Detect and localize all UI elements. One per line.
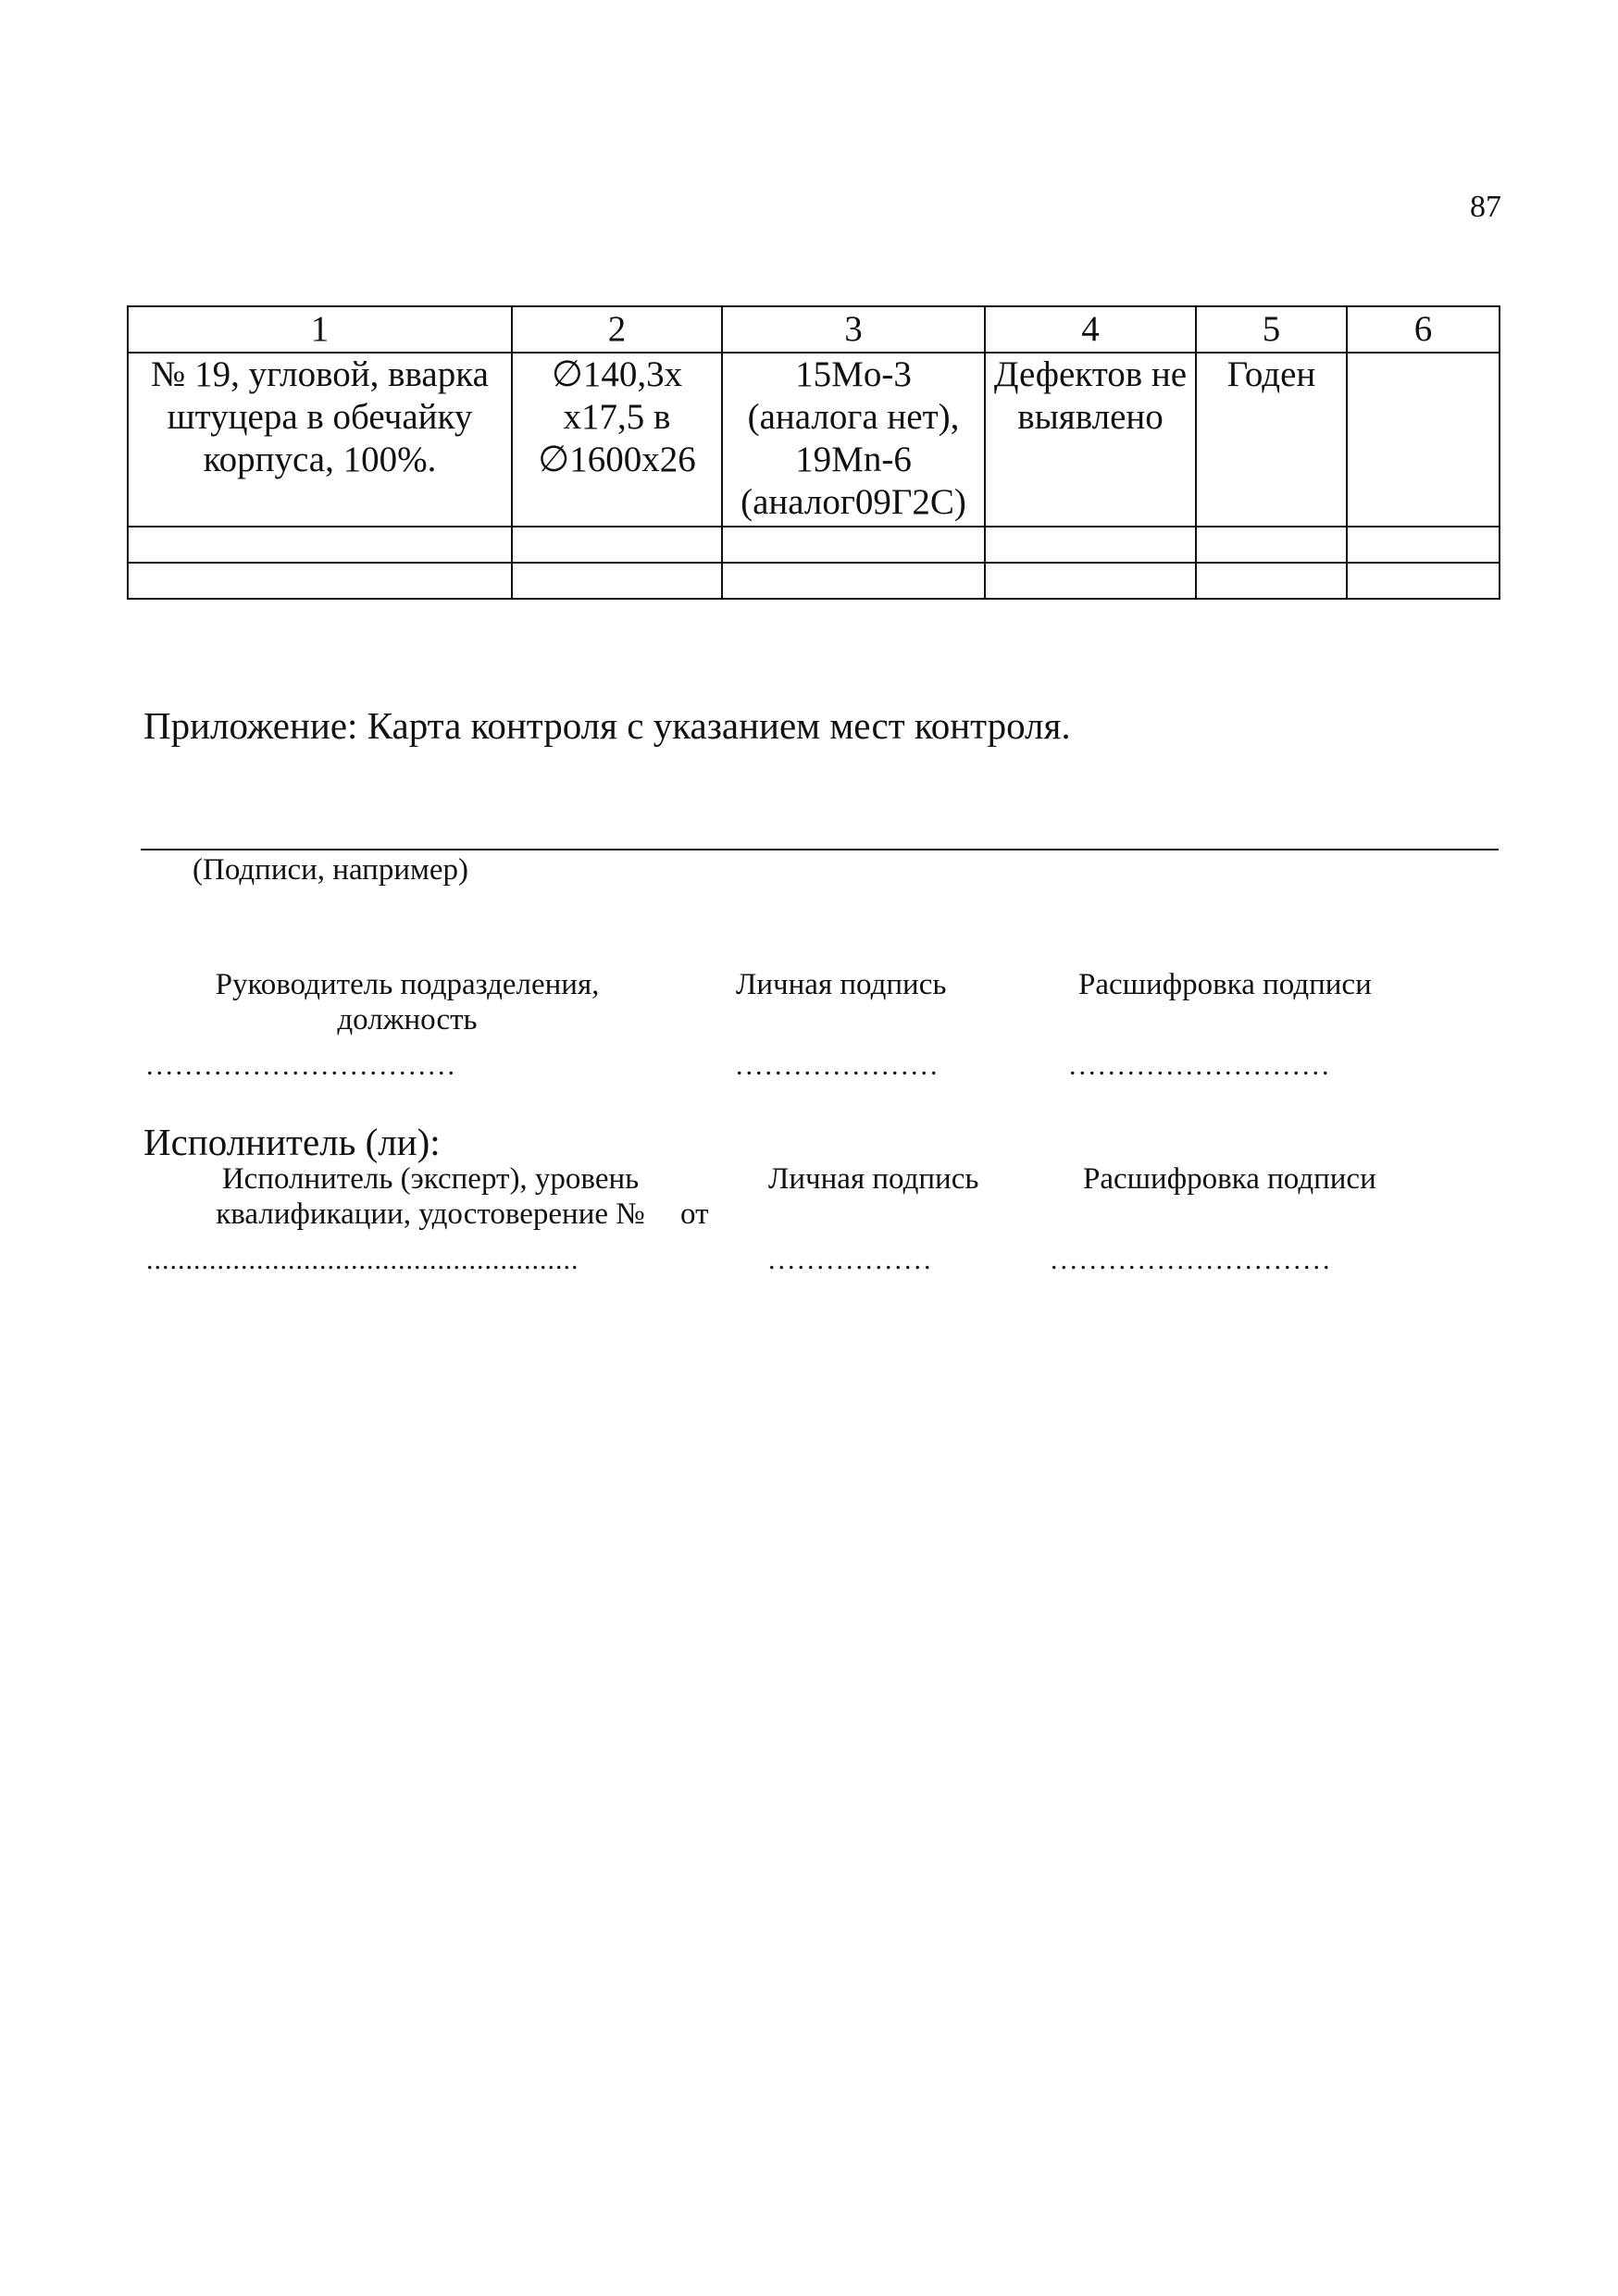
column-header: 1 xyxy=(128,306,512,353)
size-cell: ∅140,3х х17,5 в ∅1600х26 xyxy=(512,353,722,527)
empty-cell xyxy=(1196,563,1347,599)
empty-cell xyxy=(128,527,512,563)
verdict-cell: Годен xyxy=(1196,353,1347,527)
executor-decoding-field: ............................. xyxy=(1051,1245,1333,1275)
signature-rule xyxy=(141,849,1499,850)
manager-decoding-label: Расшифровка подписи xyxy=(1078,968,1372,1001)
manager-position-field: ................................ xyxy=(146,1050,457,1081)
executors-heading: Исполнитель (ли): xyxy=(143,1121,441,1163)
executor-signature-label: Личная подпись xyxy=(768,1162,979,1196)
executor-position-field: ....................................................... xyxy=(146,1245,579,1275)
empty-cell xyxy=(1347,527,1500,563)
column-header: 3 xyxy=(722,306,985,353)
manager-signature-field: ..................... xyxy=(736,1050,940,1081)
executor-position-label: Исполнитель (эксперт), уровень квалификации, удостоверение № xyxy=(216,1162,645,1231)
column-header: 4 xyxy=(985,306,1196,353)
empty-cell xyxy=(1196,527,1347,563)
weld-cell: № 19, угловой, вварка штуцера в обечайку корпуса, 100%. xyxy=(128,353,512,527)
appendix-note: Приложение: Карта контроля с указанием мест контроля. xyxy=(143,704,1071,747)
empty-cell xyxy=(128,563,512,599)
manager-decoding-field: ........................... xyxy=(1069,1050,1332,1081)
executor-decoding-label: Расшифровка подписи xyxy=(1083,1162,1376,1196)
empty-cell xyxy=(512,563,722,599)
page-number: 87 xyxy=(1470,190,1501,224)
table-row xyxy=(128,353,1500,527)
table-header-row xyxy=(128,306,1500,353)
column-header: 5 xyxy=(1196,306,1347,353)
empty-cell xyxy=(1347,563,1500,599)
empty-cell xyxy=(722,527,985,563)
defects-cell: Дефектов не выявлено xyxy=(985,353,1196,527)
column-header: 6 xyxy=(1347,306,1500,353)
empty-table-row xyxy=(128,563,1500,599)
executor-from-label: от xyxy=(680,1198,709,1231)
empty-cell xyxy=(985,563,1196,599)
material-cell: 15Mo-3 (аналога нет), 19Mn-6 (аналог09Г2С) xyxy=(722,353,985,527)
empty-cell xyxy=(722,563,985,599)
manager-signature-label: Личная подпись xyxy=(736,968,947,1001)
executor-signature-field: ................. xyxy=(768,1245,934,1275)
signatures-caption: (Подписи, например) xyxy=(193,853,468,887)
empty-cell xyxy=(985,527,1196,563)
note-cell xyxy=(1347,353,1500,527)
column-header: 2 xyxy=(512,306,722,353)
manager-position-label: Руководитель подразделения, должность xyxy=(215,968,600,1036)
empty-cell xyxy=(512,527,722,563)
results-table xyxy=(127,305,1500,600)
empty-table-row xyxy=(128,527,1500,563)
